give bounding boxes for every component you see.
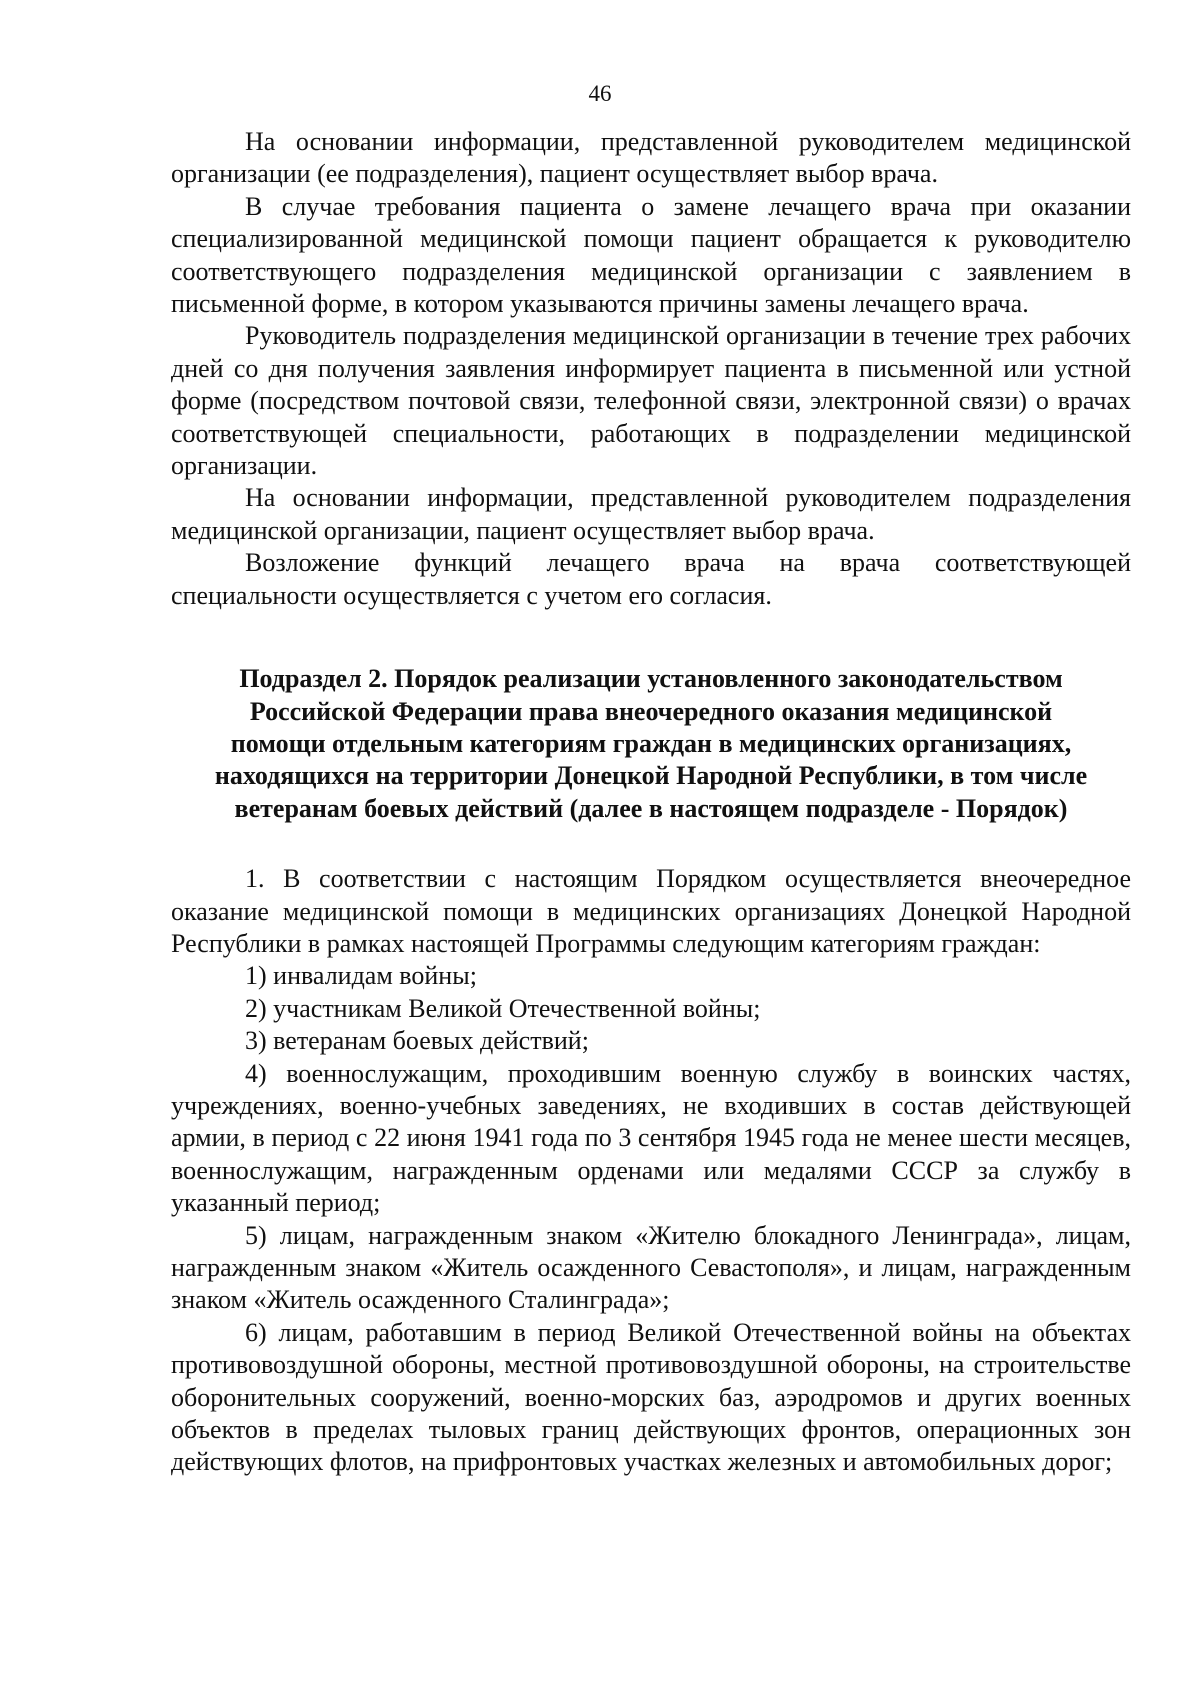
document-body — [171, 126, 1131, 1479]
spacer — [171, 825, 1131, 863]
section-heading — [171, 663, 1131, 825]
list-item: 3) ветеранам боевых действий; — [245, 1026, 589, 1056]
paragraph: 1. В соответствии с настоящим Порядком осуществляется внеочередное оказание медицинской помощи в медицинских организациях Донецкой Народной Республики в рамках настоящей Программы следующим категориям граждан: — [171, 864, 1131, 958]
list-item: 5) лицам, награжденным знаком «Жителю блокадного Ленинграда», лицам, награжденным знаком «Житель осажденного Севастополя», и лицам, награжденным знаком «Житель осажденного Сталинграда»; — [171, 1220, 1131, 1315]
section-heading-line: помощи отдельным категориям граждан в медицинских организациях, — [230, 728, 1072, 758]
paragraph: На основании информации, представленной руководителем подразделения медицинской организации, пациент осуществляет выбор врача. — [171, 483, 1131, 545]
paragraph: Возложение функций лечащего врача на врача соответствующей специальности осуществляется с учетом его согласия. — [171, 548, 1131, 610]
section-heading-line: Российской Федерации права внеочередного оказания медицинской — [249, 696, 1053, 726]
spacer — [171, 612, 1131, 663]
list-item: 4) военнослужащим, проходившим военную службу в воинских частях, учреждениях, военно-учебных заведениях, не входивших в состав действующей армии, в период с 22 июня 1941 года по 3 сентября 1945 года не менее шести месяцев, военнослужащим, награжденным орденами или медалями СССР за службу в указанный период; — [171, 1058, 1131, 1218]
page-number: 46 — [588, 81, 612, 106]
list-item: 1) инвалидам войны; — [245, 961, 477, 991]
paragraph: На основании информации, представленной руководителем медицинской организации (ее подразделения), пациент осуществляет выбор врача. — [171, 127, 1131, 189]
section-heading-line: ветеранам боевых действий (далее в настоящем подразделе - Порядок) — [234, 793, 1068, 823]
section-heading-line: Подраздел 2. Порядок реализации установленного законодательством — [239, 664, 1063, 694]
list-item: 2) участникам Великой Отечественной войны; — [245, 993, 761, 1023]
paragraph: В случае требования пациента о замене лечащего врача при оказании специализированной медицинской помощи пациент обращается к руководителю соответствующего подразделения медицинской организации с заявлением в письменной форме, в котором указываются причины замены лечащего врача. — [171, 191, 1131, 319]
list-item: 6) лицам, работавшим в период Великой Отечественной войны на объектах противовоздушной обороны, местной противовоздушной обороны, на строительстве оборонительных сооружений, военно-морских баз, аэродромов и других военных объектов в пределах тыловых границ действующих фронтов, операционных зон действующих флотов, на прифронтовых участках железных и автомобильных дорог; — [171, 1317, 1131, 1477]
section-heading-line: находящихся на территории Донецкой Народной Республики, в том числе — [214, 761, 1088, 791]
paragraph: Руководитель подразделения медицинской организации в течение трех рабочих дней со дня получения заявления информирует пациента в письменной или устной форме (посредством почтовой связи, телефонной связи, электронной связи) о врачах соответствующей специальности, работающих в подразделении медицинской организации. — [171, 321, 1131, 481]
